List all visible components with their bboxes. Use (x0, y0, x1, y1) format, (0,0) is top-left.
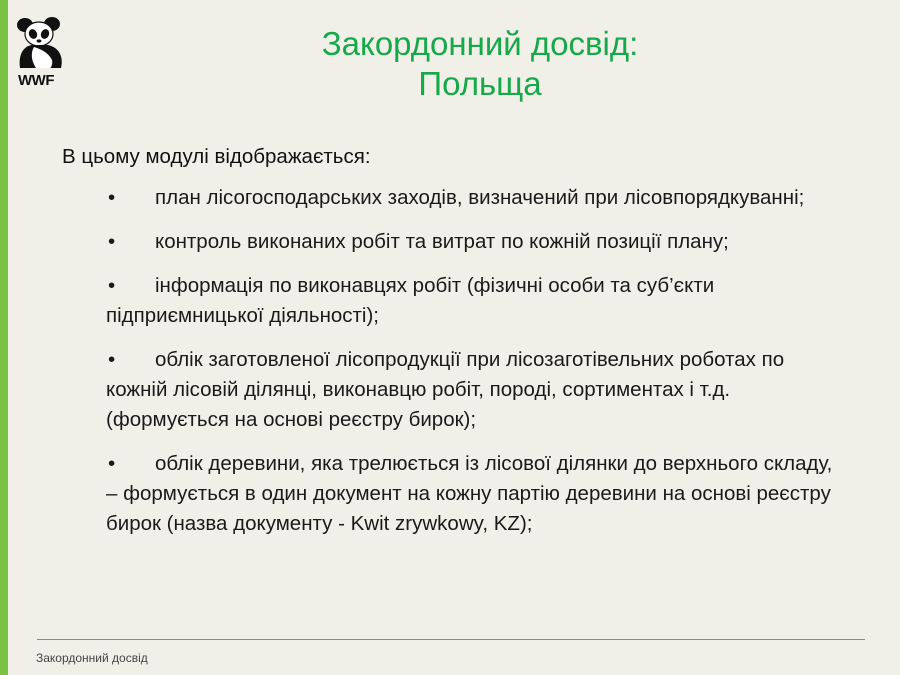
list-item (106, 183, 846, 213)
list-item (106, 271, 846, 331)
bullet-list (106, 183, 846, 553)
bullet-text: контроль виконаних робіт та витрат по кожній позиції плану; (155, 230, 729, 253)
bullet-text: облік заготовленої лісопродукції при лісозаготівельних роботах по кожній лісовій ділянці, виконавцю робіт, породі, сортиментах і т.д. (формується на основі реєстру бирок); (106, 348, 785, 431)
list-item (106, 345, 846, 435)
bullet-marker: • (108, 348, 116, 371)
footer-divider (37, 639, 865, 640)
intro-text: В цьому модулі відображається: (62, 145, 371, 168)
title-line-2: Польща (418, 65, 542, 102)
slide-title (230, 24, 730, 104)
list-item (106, 227, 846, 257)
panda-icon (14, 16, 66, 70)
title-line-1: Закордонний досвід: (321, 25, 639, 62)
bullet-text: план лісогосподарських заходів, визначений при лісовпорядкуванні; (155, 186, 805, 209)
bullet-marker: • (108, 186, 116, 209)
bullet-marker: • (108, 452, 116, 475)
bullet-marker: • (108, 274, 116, 297)
list-item (106, 449, 846, 539)
wwf-logo (14, 16, 66, 92)
bullet-text: інформація по виконавцях робіт (фізичні особи та суб’єкти підприємницької діяльності); (106, 274, 715, 327)
bullet-marker: • (108, 230, 116, 253)
accent-bar (0, 0, 8, 675)
logo-text: WWF (18, 72, 54, 89)
footer-text: Закордонний досвід (36, 651, 148, 665)
bullet-text: облік деревини, яка трелюється із лісової ділянки до верхнього складу, – формується в один документ на кожну партію деревини на основі реєстру бирок (назва документу - Kwit zrywkowy, KZ); (106, 452, 833, 535)
